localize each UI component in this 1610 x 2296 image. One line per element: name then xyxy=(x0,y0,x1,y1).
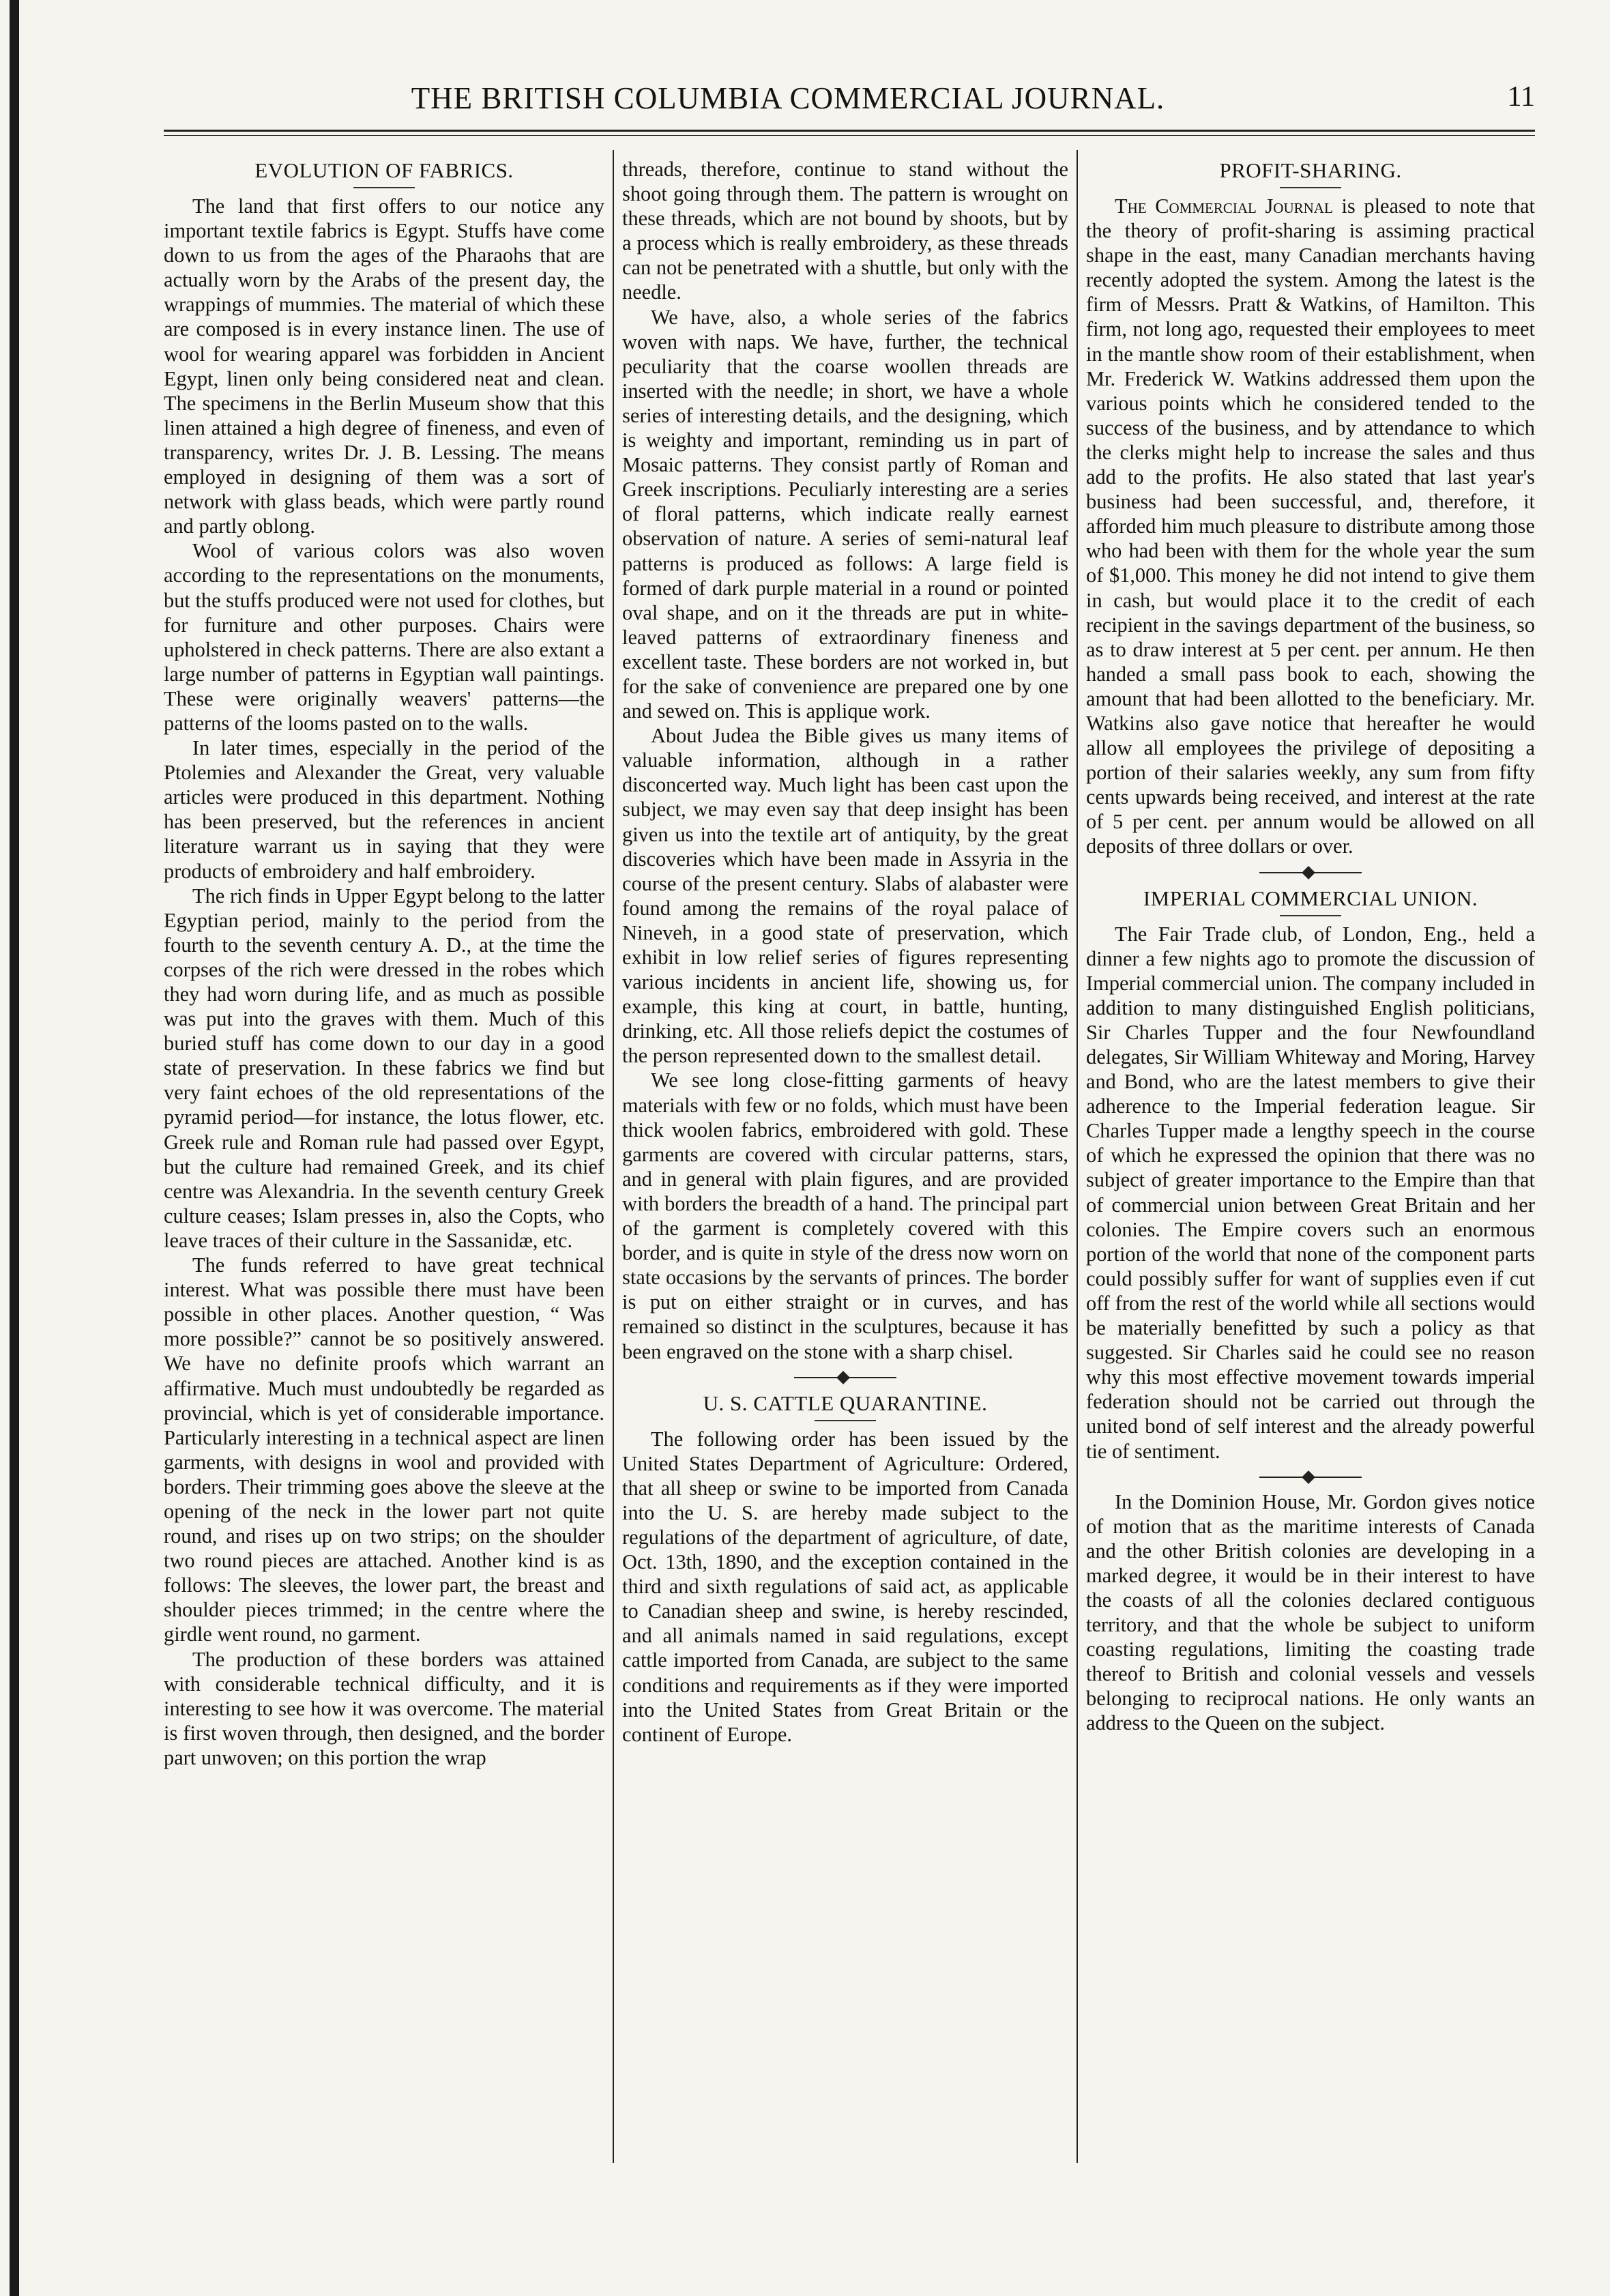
column-3 xyxy=(1086,157,1535,2163)
journal-title: THE BRITISH COLUMBIA COMMERCIAL JOURNAL. xyxy=(411,81,1165,115)
column-1 xyxy=(164,157,604,2163)
title-underline xyxy=(353,187,415,188)
paragraph: The land that first offers to our notice any important textile fabrics is Egypt. Stuffs have come down to us from the ages of the Pharaohs that are actually worn by the Arabs of the present day, the wrappings of mummies. The material of which these are composed is in every instance linen. The use of wool for wearing apparel was forbidden in Ancient Egypt, linen only being considered neat and clean. The specimens in the Berlin Museum show that this linen attained a high degree of fineness, and even of transparency, writes Dr. J. B. Lessing. The means employed in designing of them was a sort of network with glass beads, which were partly round and partly oblong. xyxy=(164,194,604,538)
paragraph: threads, therefore, continue to stand without the shoot going through them. The pattern is wrought on these threads, which are not bound by shoots, but by a process which is really embroidery, as these threads can not be penetrated with a shuttle, but only with the needle. xyxy=(622,158,1068,304)
title-underline xyxy=(1280,915,1341,916)
paragraph: About Judea the Bible gives us many items of valuable information, although in a rather disconcerted way. Much light has been cast upon the subject, we may even say that deep insight has been given us into the textile art of antiquity, by the great discoveries which have been made in Assyria in the course of the present century. Slabs of alabaster were found among the remains of the royal palace of Nineveh, in a good state of preservation, which exhibit in low relief series of figures representing various incidents in ancient life, showing us, for example, this king at court, in battle, hunting, drinking, etc. All those reliefs depict the costumes of the person represented down to the smallest detail. xyxy=(622,724,1068,1068)
section-ornament xyxy=(1259,871,1362,874)
binding-spine xyxy=(10,0,19,2296)
paragraph: In the Dominion House, Mr. Gordon gives notice of motion that as the maritime interests of Canada and the other British colonies are developing in a marked degree, it would be in their interest to have the coasts of all the colonies declared contiguous territory, and that the whole be subject to uniform coasting regulations, limiting the coasting trade thereof to British and colonial vessels and vessels belonging to reciprocal nations. He only wants an address to the Queen on the subject. xyxy=(1086,1490,1535,1735)
column-divider-1 xyxy=(613,150,614,2163)
paragraph-text: is pleased to note that the theory of profit-sharing is assiming practical shape in the east, many Canadian merchants having recently adopted the system. Among the latest is the firm of Messrs. Pratt & Watkins, of Hamilton. This firm, not long ago, requested their employees to meet in the mantle show room of their establishment, when Mr. Frederick W. Watkins addressed them upon the various points which he considered tended to the success of the business, and by attendance to which the clerks might help to increase the sales and thus add to the profits. He also stated that last year's business had been successful, and, therefore, it afforded him much pleasure to distribute among those who had been with them for the whole year the sum of $1,000. This money he did not intend to give them in cash, but would place it to the credit of each recipient in the savings department of the business, so as to draw interest at 5 per cent. per annum. He then handed a small pass book to each, showing the amount that had been allotted to the beneficiary. Mr. Watkins also gave notice that hereafter he would allow all employees the privilege of depositing a portion of their salaries weekly, any sum from fifty cents upwards being received, and interest at the rate of 5 per cent. per annum would be allowed on all deposits of three dollars or over. xyxy=(1086,194,1535,858)
article-title-imperial-commercial-union: IMPERIAL COMMERCIAL UNION. xyxy=(1143,886,1478,910)
journal-name-lead: The Commercial Journal xyxy=(1115,194,1333,218)
column-divider-2 xyxy=(1077,150,1078,2163)
paragraph: We have, also, a whole series of the fabrics woven with naps. We have, further, the technical peculiarity that the coarse woollen threads are inserted with the needle; in short, we have a whole series of interesting details, and the designing, which is weighty and important, reminding us in part of Mosaic patterns. They consist partly of Roman and Greek inscriptions. Peculiarly interesting are a series of floral patterns, which indicate really earnest observation of nature. A series of semi-natural leaf patterns is produced as follows: A large field is formed of dark purple material in a round or pointed oval shape, and on it the threads are put in white-leaved patterns of extraordinary fineness and excellent taste. These borders are not worked in, but for the sake of convenience are prepared one by one and sewed on. This is applique work. xyxy=(622,305,1068,723)
article-title-profit-sharing: PROFIT-SHARING. xyxy=(1219,158,1402,182)
article-title-evolution-of-fabrics: EVOLUTION OF FABRICS. xyxy=(254,158,514,182)
page-number: 11 xyxy=(1507,81,1535,113)
paragraph: The following order has been issued by the United States Department of Agriculture: Ordered, that all sheep or swine to be imported from Canada into the U. S. are hereby made subject to the regulations of the department of agriculture, of date, Oct. 13th, 1890, and the exception contained in the third and sixth regulations of said act, as applicable to Canadian sheep and swine, is hereby rescinded, and all animals named in said regulations, except cattle imported from Canada, are subject to the same conditions and requirements as if they were imported into the United States from Great Britain or the continent of Europe. xyxy=(622,1427,1068,1746)
page-header xyxy=(96,81,1535,128)
paragraph: We see long close-fitting garments of heavy materials with few or no folds, which must have been thick woolen fabrics, embroidered with gold. These garments are covered with circular patterns, stars, and in general with plain figures, and are provided with borders the breadth of a hand. The principal part of the garment is completely covered with this border, and is quite in style of the dress now worn on state occasions by the servants of princes. The border is put on either straight or in curves, and has remained so distinct in the sculptures, because it has been engraved on the stone with a sharp chisel. xyxy=(622,1069,1068,1363)
header-rule xyxy=(164,130,1535,132)
header-rule-thin xyxy=(164,135,1535,136)
paragraph: The funds referred to have great technical interest. What was possible there must have been possible in other places. Another question, “ Was more possible?” cannot be so positively answered. We have no definite proofs which warrant an affirmative. Much must undoubtedly be regarded as provincial, which is yet of considerable importance. Particularly interesting in a technical aspect are linen garments, with designs in wool and provided with borders. Their trimming goes above the sleeve at the opening of the neck in the lower part not quite round, and rises up on two strips; on the shoulder two round pieces are attached. Another kind is as follows: The sleeves, the lower part, the breast and shoulder pieces trimmed; in the centre where the girdle went round, no garment. xyxy=(164,1253,604,1646)
paragraph: Wool of various colors was also woven according to the representations on the monuments, but the stuffs produced were not used for clothes, but for furniture and other purposes. Chairs were upholstered in check patterns. There are also extant a large number of patterns in Egyptian wall paintings. These were originally weavers' patterns—the patterns of the looms pasted on to the walls. xyxy=(164,539,604,735)
paragraph: In later times, especially in the period of the Ptolemies and Alexander the Great, very valuable articles were produced in this department. Nothing has been preserved, but the references in ancient literature warrant us in saying that they were products of embroidery and half embroidery. xyxy=(164,736,604,883)
paragraph xyxy=(1086,194,1535,859)
paragraph: The rich finds in Upper Egypt belong to the latter Egyptian period, mainly to the period from the fourth to the seventh century A. D., at the time the corpses of the rich were dressed in the robes which they had worn during life, and as much as possible was put into the graves with them. Much of this buried stuff has come down to our day in a good state of preservation. In these fabrics we find but very faint echoes of the old representations of the pyramid period—for instance, the lotus flower, etc. Greek rule and Roman rule had passed over Egypt, but the culture had remained Greek, and its chief centre was Alexandria. In the seventh century Greek culture ceases; Islam presses in, also the Copts, who leave traces of their culture in the Sassanidæ, etc. xyxy=(164,884,604,1252)
section-ornament xyxy=(1259,1476,1362,1479)
title-underline xyxy=(815,1420,876,1421)
article-title-cattle-quarantine: U. S. CATTLE QUARANTINE. xyxy=(703,1391,988,1415)
section-ornament xyxy=(794,1376,896,1379)
title-underline xyxy=(1280,187,1341,188)
column-2 xyxy=(622,157,1068,2163)
paragraph: The production of these borders was attained with considerable technical difficulty, and it is interesting to see how it was overcome. The material is first woven through, then designed, and the border part unwoven; on this portion the wrap xyxy=(164,1647,604,1769)
paragraph: The Fair Trade club, of London, Eng., held a dinner a few nights ago to promote the discussion of Imperial commercial union. The company included in addition to many distinguished English politicians, Sir Charles Tupper and the four Newfoundland delegates, Sir William Whiteway and Moring, Harvey and Bond, who are the latest members to give their adherence to the Imperial federation league. Sir Charles Tupper made a lengthy speech in the course of which he expressed the opinion that there was no subject of greater importance to the Empire than that of commercial union between Great Britain and her colonies. The Empire covers such an enormous portion of the world that none of the component parts could possibly suffer for want of supplies even if cut off from the rest of the world while all sections would be materially benefitted by such a policy as that suggested. Sir Charles said he could see no reason why this most effective movement towards imperial federation should not be carried out through the united bond of self interest and the already powerful tie of sentiment. xyxy=(1086,922,1535,1463)
